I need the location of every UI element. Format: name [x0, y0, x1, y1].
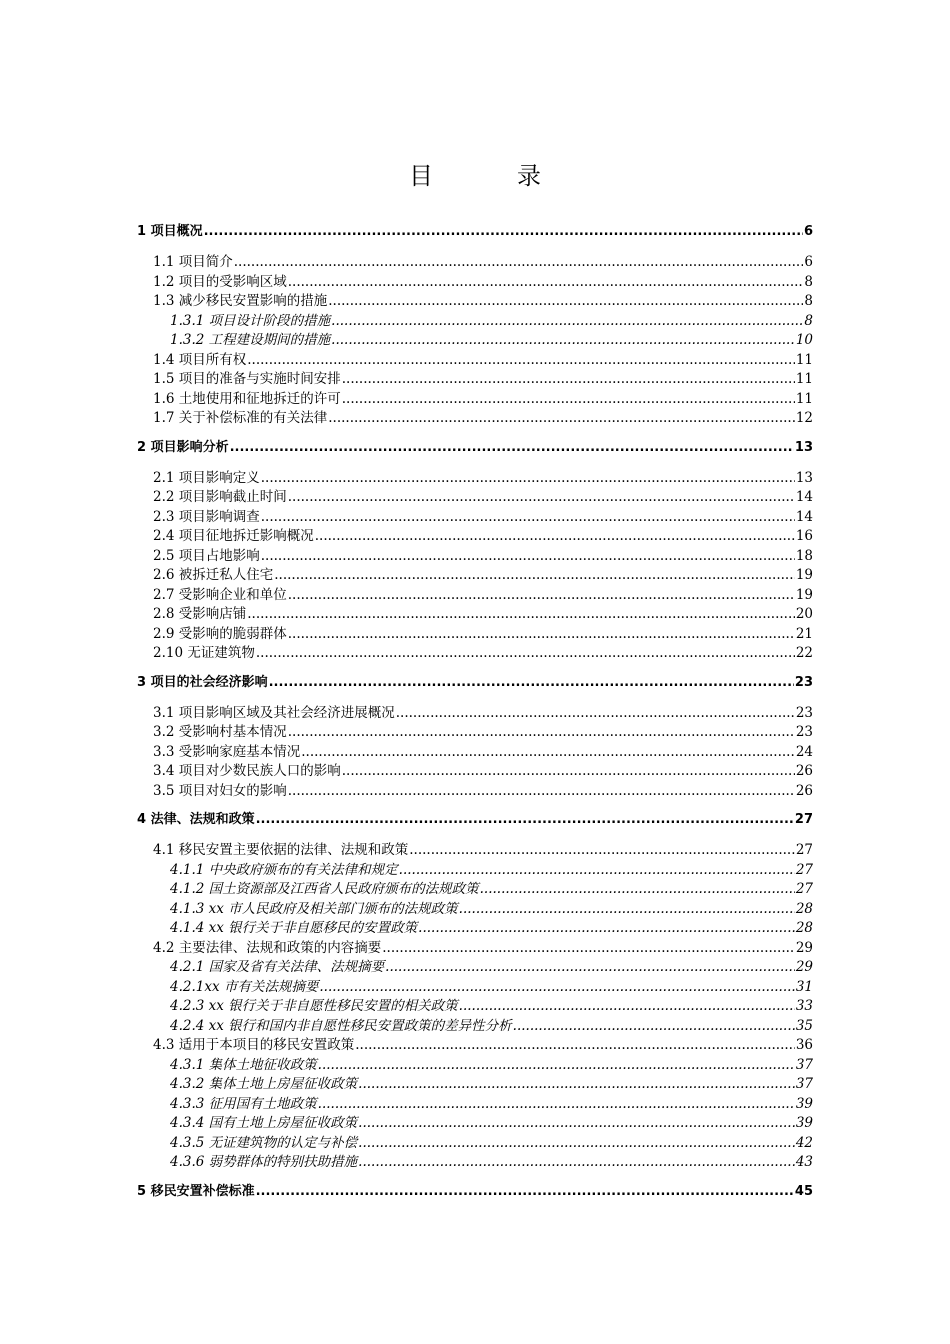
toc-entry-level3[interactable]: [170, 330, 813, 350]
toc-entry-page-number: 19: [795, 567, 813, 583]
toc-entry-level2[interactable]: [153, 468, 813, 488]
toc-entry-page-number: 27: [795, 842, 813, 858]
toc-entry-label: 4.2.4 xx 银行和国内非自愿性移民安置政策的差异性分析: [170, 1017, 512, 1034]
toc-entry-level2[interactable]: [153, 389, 813, 409]
toc-dot-leader: [318, 1094, 795, 1114]
toc-entry-page-number: 35: [795, 1017, 813, 1034]
toc-dot-leader: [331, 311, 803, 331]
toc-entry-label: 1.3.1 项目设计阶段的措施: [170, 312, 331, 329]
toc-dot-leader: [319, 977, 794, 997]
toc-entry-level3[interactable]: [170, 996, 813, 1016]
toc-entry-label: 4.3.6 弱势群体的特别扶助措施: [170, 1154, 358, 1170]
toc-dot-leader: [247, 350, 795, 370]
toc-dot-leader: [358, 1152, 795, 1172]
toc-entry-page-number: 28: [795, 900, 813, 917]
toc-entry-level2[interactable]: [153, 272, 813, 292]
toc-entry-label: 1.1 项目简介: [153, 254, 233, 270]
toc-dot-leader: [288, 722, 795, 742]
toc-entry-page-number: 16: [795, 528, 813, 544]
toc-entry-page-number: 22: [795, 645, 813, 661]
toc-entry-label: 4.1.1 中央政府颁布的有关法律和规定: [170, 861, 398, 878]
toc-entry-page-number: 27: [795, 881, 813, 897]
toc-entry-level3[interactable]: [170, 957, 813, 977]
toc-entry-page-number: 27: [795, 861, 813, 878]
toc-dot-leader: [342, 761, 795, 781]
toc-entry-label: 3.5 项目对妇女的影响: [153, 782, 287, 799]
toc-entry-label: 2 项目影响分析: [137, 439, 229, 455]
toc-entry-level2[interactable]: [153, 624, 813, 644]
toc-entry-page-number: 11: [795, 351, 813, 368]
toc-dot-leader: [234, 252, 804, 272]
toc-entry-page-number: 24: [795, 743, 813, 760]
toc-entry-page-number: 29: [795, 939, 813, 956]
toc-entry-page-number: 31: [795, 978, 813, 995]
toc-entry-label: 4.1.2 国土资源部及江西省人民政府颁布的法规政策: [170, 881, 479, 897]
toc-entry-page-number: 11: [795, 371, 813, 387]
toc-dot-leader: [261, 546, 795, 566]
toc-entry-label: 2.1 项目影响定义: [153, 469, 260, 486]
toc-entry-label: 2.9 受影响的脆弱群体: [153, 625, 287, 642]
toc-entry-page-number: 20: [795, 606, 813, 622]
toc-entry-label: 2.4 项目征地拆迁影响概况: [153, 528, 314, 544]
toc-entry-level3[interactable]: [170, 918, 813, 938]
toc-entry-level2[interactable]: [153, 487, 813, 507]
toc-entry-level2[interactable]: [153, 585, 813, 605]
page-title: 目 录: [409, 162, 571, 190]
toc-entry-page-number: 39: [795, 1115, 813, 1131]
toc-entry-level3[interactable]: [170, 1113, 813, 1133]
toc-entry-page-number: 18: [795, 547, 813, 564]
toc-dot-leader: [409, 840, 795, 860]
toc-entry-label: 1.4 项目所有权: [153, 351, 247, 368]
toc-entry-page-number: 19: [795, 586, 813, 603]
toc-entry-label: 1.7 关于补偿标准的有关法律: [153, 410, 328, 426]
toc-entry-label: 1.3.2 工程建设期间的措施: [170, 332, 331, 348]
toc-dot-leader: [301, 742, 795, 762]
toc-entry-label: 4.2.1 国家及省有关法律、法规摘要: [170, 959, 385, 975]
toc-entry-page-number: 36: [795, 1037, 813, 1053]
toc-entry-level1[interactable]: [137, 810, 813, 830]
toc-dot-leader: [358, 1133, 795, 1153]
toc-entry-level3[interactable]: [170, 1133, 813, 1153]
toc-dot-leader: [459, 899, 795, 919]
toc-entry-level2[interactable]: [153, 781, 813, 801]
toc-entry-level2[interactable]: [153, 252, 813, 272]
toc-entry-page-number: 23: [794, 674, 813, 690]
toc-dot-leader: [256, 810, 794, 830]
toc-entry-level2[interactable]: [153, 938, 813, 958]
toc-entry-page-number: 28: [795, 920, 813, 936]
toc-dot-leader: [256, 643, 795, 663]
toc-entry-page-number: 27: [794, 812, 813, 827]
toc-entry-label: 2.3 项目影响调查: [153, 508, 260, 525]
toc-entry-label: 4.1 移民安置主要依据的法律、法规和政策: [153, 842, 409, 858]
toc-entry-page-number: 45: [794, 1183, 813, 1199]
toc-dot-leader: [288, 487, 795, 507]
toc-entry-level2[interactable]: [153, 840, 813, 860]
toc-dot-leader: [288, 781, 795, 801]
toc-entry-level3[interactable]: [170, 1152, 813, 1172]
toc-entry-label: 4.3.5 无证建筑物的认定与补偿: [170, 1134, 358, 1151]
toc-dot-leader: [256, 1182, 794, 1202]
toc-entry-label: 4.3.2 集体土地上房屋征收政策: [170, 1076, 358, 1092]
toc-entry-label: 1.3 减少移民安置影响的措施: [153, 293, 328, 309]
toc-dot-leader: [418, 918, 795, 938]
toc-entry-level2[interactable]: [153, 526, 813, 546]
toc-entry-page-number: 39: [795, 1095, 813, 1112]
toc-entry-label: 2.5 项目占地影响: [153, 547, 260, 564]
toc-entry-label: 4.2.3 xx 银行关于非自愿性移民安置的相关政策: [170, 998, 458, 1014]
toc-entry-page-number: 14: [795, 489, 813, 505]
toc-entry-label: 2.2 项目影响截止时间: [153, 489, 287, 505]
toc-dot-leader: [315, 526, 795, 546]
toc-entry-level3[interactable]: [170, 1055, 813, 1075]
toc-entry-page-number: 8: [804, 273, 813, 290]
toc-entry-level1[interactable]: [137, 438, 813, 458]
toc-entry-label: 1.6 土地使用和征地拆迁的许可: [153, 390, 341, 407]
toc-dot-leader: [288, 585, 795, 605]
toc-dot-leader: [358, 1113, 795, 1133]
toc-entry-page-number: 21: [795, 625, 813, 642]
toc-entry-level2[interactable]: [153, 1035, 813, 1055]
toc-entry-level2[interactable]: [153, 722, 813, 742]
toc-dot-leader: [288, 624, 795, 644]
toc-dot-leader: [396, 703, 795, 723]
toc-entry-label: 1.2 项目的受影响区域: [153, 273, 287, 290]
toc-entry-page-number: 14: [795, 508, 813, 525]
toc-dot-leader: [230, 438, 794, 458]
toc-dot-leader: [269, 673, 794, 693]
toc-entry-page-number: 6: [803, 224, 813, 239]
toc-entry-page-number: 23: [795, 704, 813, 721]
toc-entry-page-number: 10: [795, 332, 813, 348]
toc-entry-label: 2.6 被拆迁私人住宅: [153, 567, 274, 583]
toc-entry-page-number: 23: [795, 724, 813, 740]
toc-entry-level2[interactable]: [153, 369, 813, 389]
toc-entry-label: 4.2.1xx 市有关法规摘要: [170, 978, 319, 995]
toc-entry-level3[interactable]: [170, 977, 813, 997]
toc-entry-level2[interactable]: [153, 507, 813, 527]
toc-entry-page-number: 42: [795, 1134, 813, 1151]
toc-entry-label: 1.5 项目的准备与实施时间安排: [153, 371, 341, 387]
toc-entry-label: 2.8 受影响店铺: [153, 606, 247, 622]
toc-entry-label: 2.7 受影响企业和单位: [153, 586, 287, 603]
toc-dot-leader: [513, 1016, 795, 1036]
toc-dot-leader: [342, 369, 795, 389]
toc-entry-level3[interactable]: [170, 311, 813, 331]
toc-entry-page-number: 26: [795, 763, 813, 779]
toc-entry-level2[interactable]: [153, 742, 813, 762]
toc-entry-level2[interactable]: [153, 408, 813, 428]
toc-dot-leader: [261, 468, 795, 488]
toc-entry-level3[interactable]: [170, 899, 813, 919]
toc-entry-label: 5 移民安置补偿标准: [137, 1183, 255, 1199]
toc-entry-page-number: 33: [795, 998, 813, 1014]
toc-dot-leader: [288, 272, 804, 292]
toc-entry-label: 3.3 受影响家庭基本情况: [153, 743, 301, 760]
toc-dot-leader: [274, 565, 795, 585]
toc-entry-level1[interactable]: [137, 1182, 813, 1202]
toc-entry-page-number: 12: [795, 410, 813, 426]
toc-entry-page-number: 43: [795, 1154, 813, 1170]
toc-dot-leader: [204, 222, 803, 242]
toc-dot-leader: [331, 330, 795, 350]
toc-entry-label: 4.3.3 征用国有土地政策: [170, 1095, 317, 1112]
toc-dot-leader: [459, 996, 795, 1016]
toc-entry-label: 2.10 无证建筑物: [153, 645, 255, 661]
toc-entry-level2[interactable]: [153, 291, 813, 311]
toc-entry-label: 4 法律、法规和政策: [137, 812, 255, 827]
toc-entry-page-number: 8: [804, 312, 813, 329]
toc-entry-page-number: 29: [795, 959, 813, 975]
toc-entry-level3[interactable]: [170, 1074, 813, 1094]
toc-entry-level2[interactable]: [153, 546, 813, 566]
toc-dot-leader: [328, 291, 803, 311]
toc-entry-page-number: 13: [795, 469, 813, 486]
toc-entry-level2[interactable]: [153, 604, 813, 624]
toc-entry-label: 4.3.4 国有土地上房屋征收政策: [170, 1115, 358, 1131]
toc-entry-page-number: 11: [795, 390, 813, 407]
toc-entry-level2[interactable]: [153, 350, 813, 370]
toc-entry-level3[interactable]: [170, 1094, 813, 1114]
toc-entry-level3[interactable]: [170, 860, 813, 880]
toc-dot-leader: [318, 1055, 795, 1075]
toc-entry-page-number: 8: [804, 293, 813, 309]
toc-entry-page-number: 13: [794, 439, 813, 455]
toc-entry-label: 4.1.3 xx 市人民政府及相关部门颁布的法规政策: [170, 900, 458, 917]
toc-entry-label: 3 项目的社会经济影响: [137, 674, 268, 690]
toc-dot-leader: [328, 408, 795, 428]
toc-entry-level2[interactable]: [153, 703, 813, 723]
toc-entry-level3[interactable]: [170, 879, 813, 899]
toc-entry-level2[interactable]: [153, 761, 813, 781]
toc-dot-leader: [385, 957, 795, 977]
toc-entry-label: 3.2 受影响村基本情况: [153, 724, 287, 740]
toc-dot-leader: [358, 1074, 795, 1094]
toc-entry-page-number: 37: [795, 1056, 813, 1073]
toc-entry-label: 4.3.1 集体土地征收政策: [170, 1056, 317, 1073]
toc-entry-level2[interactable]: [153, 643, 813, 663]
toc-entry-label: 4.2 主要法律、法规和政策的内容摘要: [153, 939, 382, 956]
toc-dot-leader: [247, 604, 795, 624]
toc-entry-level1[interactable]: [137, 222, 813, 242]
toc-entry-label: 3.1 项目影响区域及其社会经济进展概况: [153, 704, 395, 721]
toc-dot-leader: [399, 860, 795, 880]
toc-dot-leader: [480, 879, 795, 899]
toc-entry-page-number: 26: [795, 782, 813, 799]
toc-entry-page-number: 37: [795, 1076, 813, 1092]
toc-entry-label: 1 项目概况: [137, 224, 203, 239]
toc-dot-leader: [261, 507, 795, 527]
toc-dot-leader: [342, 389, 795, 409]
toc-entry-label: 4.1.4 xx 银行关于非自愿移民的安置政策: [170, 920, 418, 936]
toc-entry-level2[interactable]: [153, 565, 813, 585]
toc-entry-label: 3.4 项目对少数民族人口的影响: [153, 763, 341, 779]
toc-entry-label: 4.3 适用于本项目的移民安置政策: [153, 1037, 355, 1053]
toc-entry-level1[interactable]: [137, 673, 813, 693]
toc-entry-level3[interactable]: [170, 1016, 813, 1036]
toc-entry-page-number: 6: [804, 254, 813, 270]
toc-dot-leader: [355, 1035, 795, 1055]
toc-dot-leader: [382, 938, 795, 958]
